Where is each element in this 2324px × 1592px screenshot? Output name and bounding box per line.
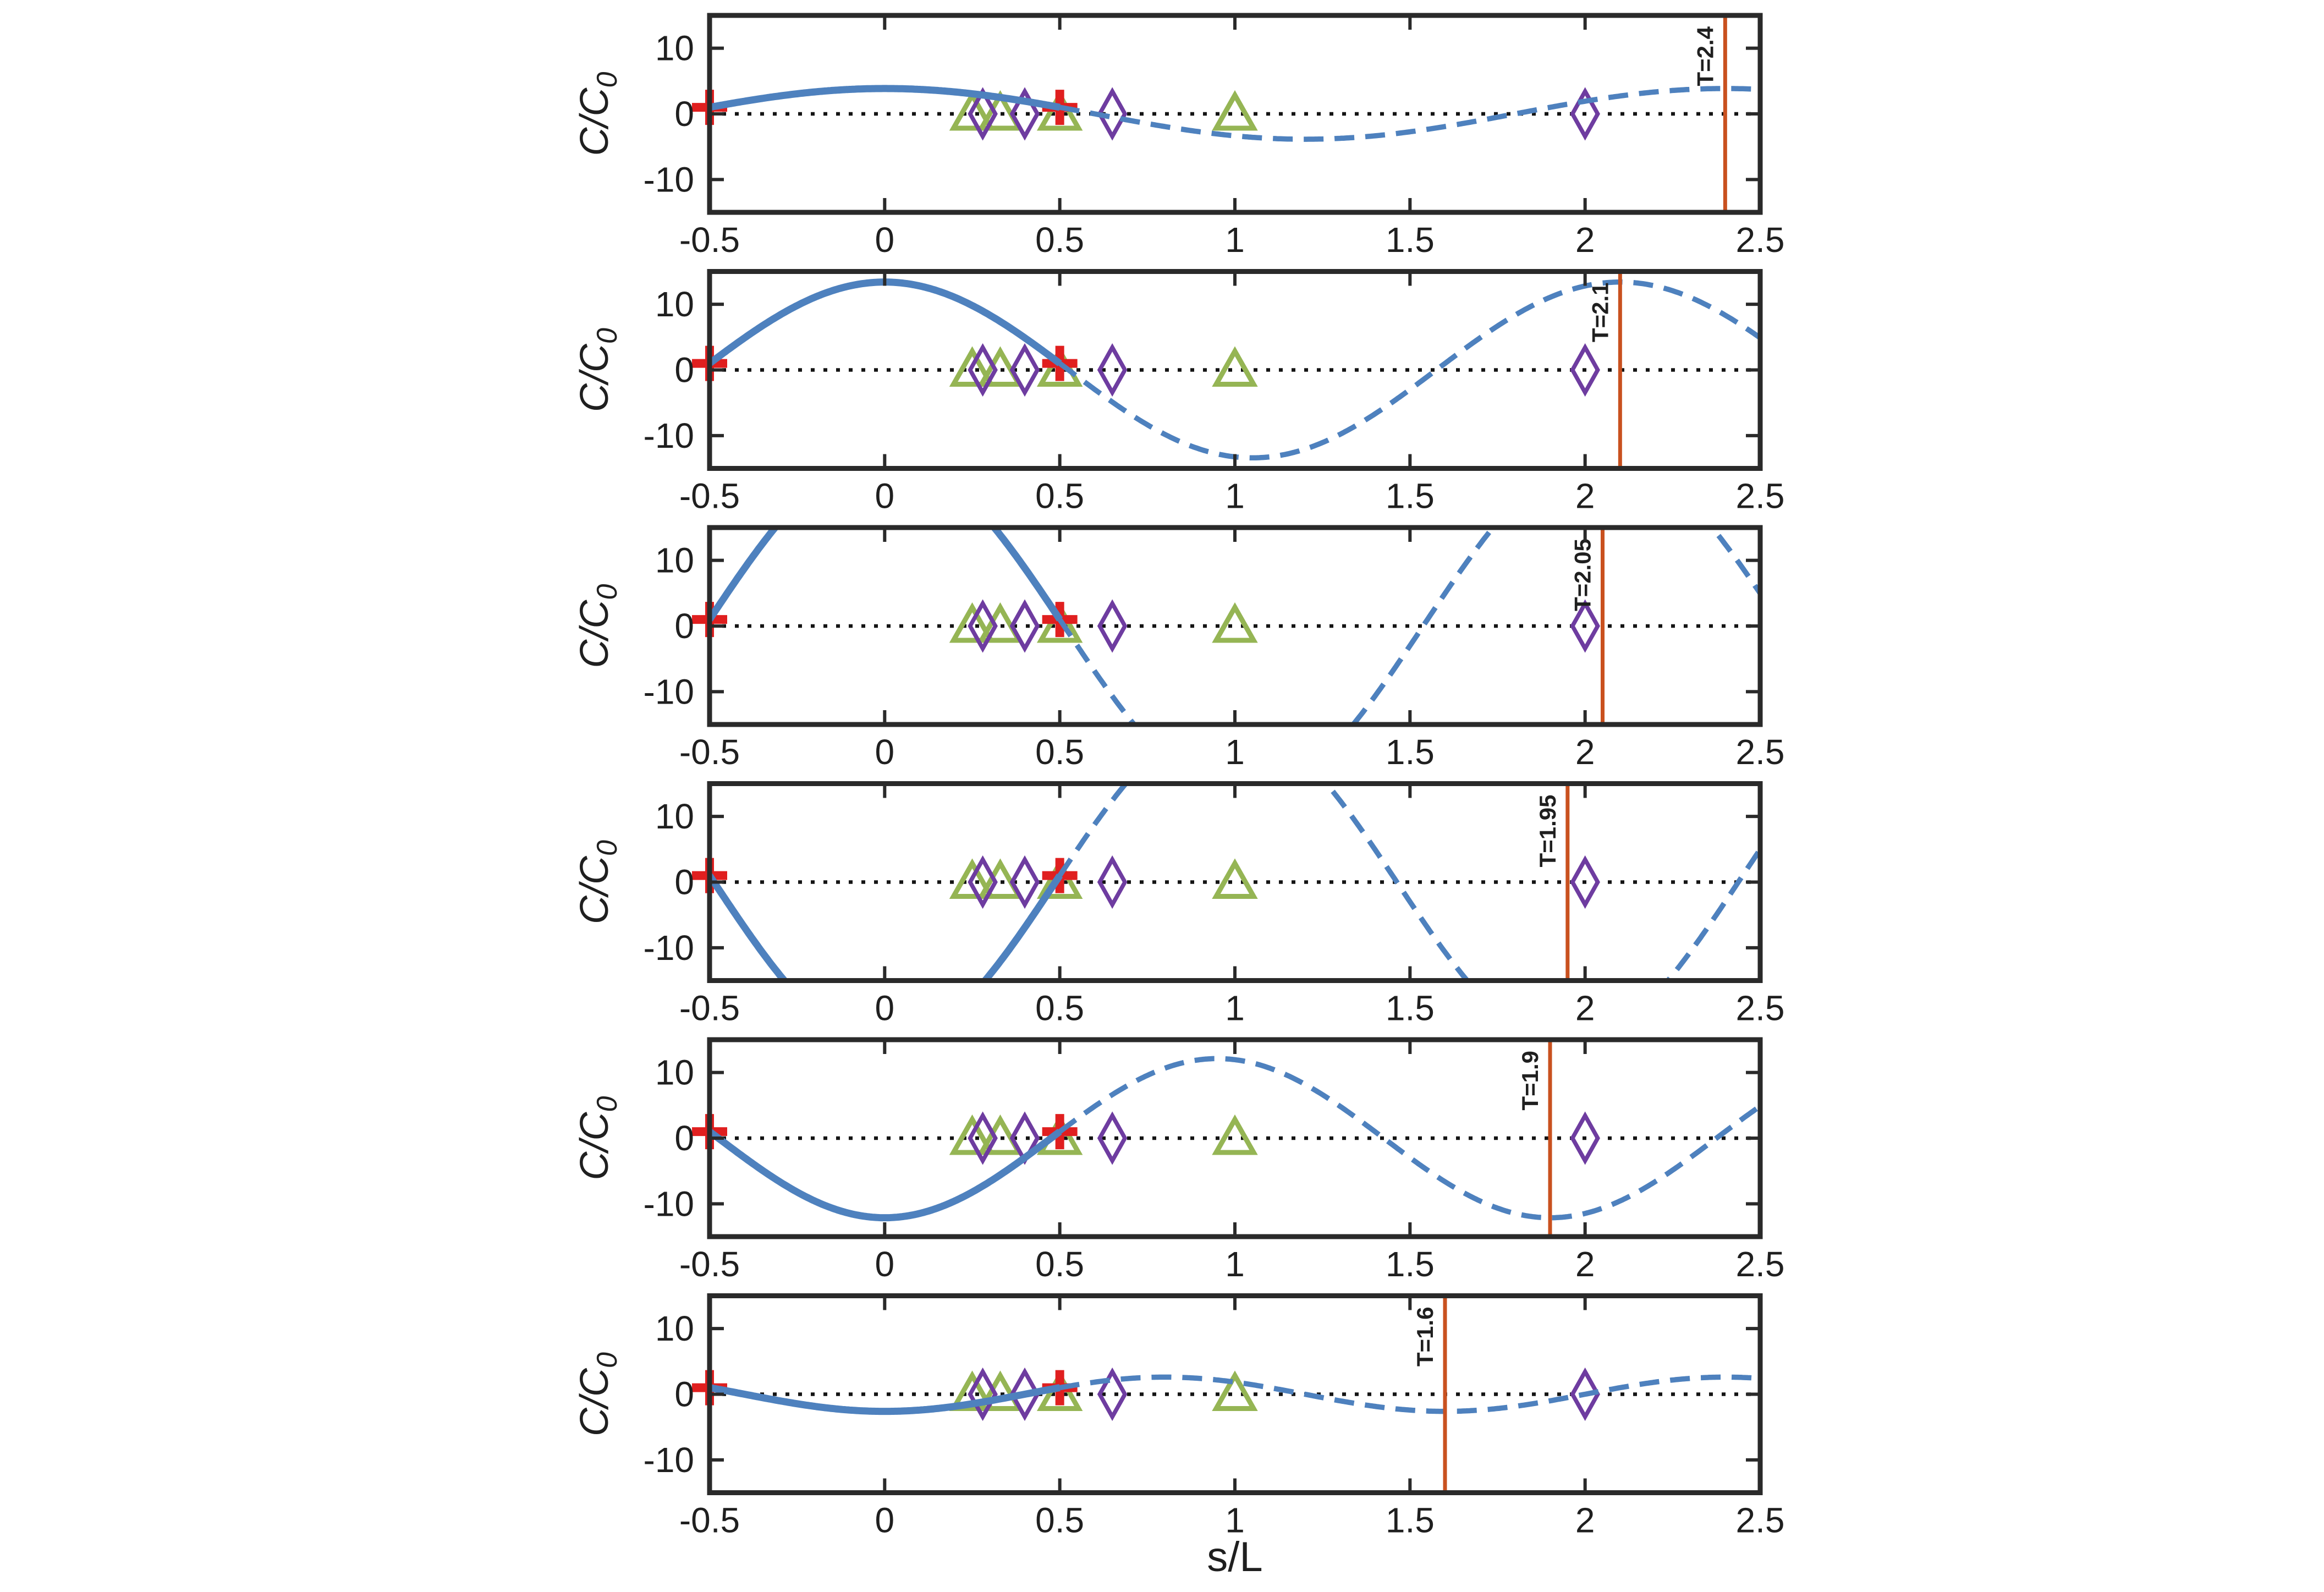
x-tick-label: -0.5	[679, 1244, 740, 1284]
y-tick-label: 10	[655, 1052, 694, 1093]
subplot-1	[573, 15, 1784, 260]
y-tick-label: 10	[655, 540, 694, 580]
x-tick-label: 1.5	[1385, 1244, 1435, 1284]
axes-box	[710, 1296, 1760, 1493]
x-tick-label: 2.5	[1735, 476, 1785, 516]
subplot-5	[573, 1040, 1784, 1284]
subplot-6	[573, 1296, 1784, 1540]
y-axis-label: $C/C_0$	[573, 1352, 623, 1436]
y-tick-label: 0	[674, 862, 694, 902]
y-axis-label: $C/C_0$	[573, 1096, 623, 1181]
subplot-4	[573, 719, 1784, 1046]
y-tick-label: -10	[643, 1440, 694, 1480]
x-tick-label: -0.5	[679, 988, 740, 1028]
x-tick-label: 1.5	[1385, 476, 1435, 516]
x-tick-label: 1	[1225, 732, 1245, 772]
x-tick-label: -0.5	[679, 476, 740, 516]
x-tick-label: 0.5	[1035, 220, 1085, 260]
period-label: T=1.95	[1534, 794, 1561, 868]
x-tick-label: 2.5	[1735, 220, 1785, 260]
y-tick-label: 0	[674, 1374, 694, 1414]
subplot-2	[573, 272, 1784, 516]
x-tick-label: 2.5	[1735, 1500, 1785, 1540]
x-tick-label: -0.5	[679, 732, 740, 772]
triangle-marker	[1216, 352, 1254, 385]
dashed-curve	[1060, 1377, 1760, 1411]
y-tick-label: 0	[674, 350, 694, 390]
x-tick-label: 2.5	[1735, 988, 1785, 1028]
x-tick-label: 2	[1575, 476, 1595, 516]
y-tick-label: 10	[655, 797, 694, 837]
dashed-curve	[1060, 1058, 1760, 1217]
y-tick-label: -10	[643, 1184, 694, 1224]
x-tick-label: 0	[875, 1500, 895, 1540]
x-tick-label: 1.5	[1385, 220, 1435, 260]
period-label: T=1.6	[1412, 1306, 1438, 1367]
period-label: T=2.4	[1692, 26, 1718, 86]
y-axis-label: $C/C_0$	[573, 328, 623, 412]
y-tick-label: 0	[674, 94, 694, 134]
y-axis-label-subscript: 0	[591, 1352, 623, 1368]
x-tick-label: 1	[1225, 476, 1245, 516]
axes-box	[710, 1040, 1760, 1237]
x-tick-label: 0	[875, 1244, 895, 1284]
x-tick-label: 2	[1575, 1500, 1595, 1540]
x-tick-label: 1	[1225, 988, 1245, 1028]
x-tick-label: 1.5	[1385, 1500, 1435, 1540]
axes-box	[710, 784, 1760, 981]
triangle-marker	[1216, 607, 1254, 640]
solid-curve	[710, 1132, 1060, 1218]
y-tick-label: 0	[674, 606, 694, 646]
x-tick-label: 0.5	[1035, 732, 1085, 772]
subplot-group	[573, 15, 1784, 1540]
period-label: T=2.1	[1587, 282, 1613, 343]
y-axis-label-subscript: 0	[591, 584, 623, 600]
x-tick-label: 1	[1225, 1500, 1245, 1540]
y-tick-label: -10	[643, 415, 694, 455]
x-tick-label: -0.5	[679, 220, 740, 260]
y-tick-label: 0	[674, 1118, 694, 1158]
x-tick-label: 0	[875, 220, 895, 260]
x-tick-label: 1.5	[1385, 988, 1435, 1028]
x-tick-label: 0	[875, 732, 895, 772]
x-tick-label: 1	[1225, 220, 1245, 260]
y-axis-label-subscript: 0	[591, 840, 623, 856]
y-tick-label: -10	[643, 672, 694, 712]
solid-curve	[710, 282, 1060, 364]
y-tick-label: 10	[655, 1309, 694, 1349]
x-tick-label: 2	[1575, 1244, 1595, 1284]
x-tick-label: -0.5	[679, 1500, 740, 1540]
x-tick-label: 2	[1575, 988, 1595, 1028]
x-tick-label: 0	[875, 988, 895, 1028]
x-tick-label: 2.5	[1735, 1244, 1785, 1284]
x-tick-label: 0.5	[1035, 988, 1085, 1028]
x-tick-label: 0.5	[1035, 1500, 1085, 1540]
triangle-marker	[1216, 864, 1254, 897]
x-tick-label: 1	[1225, 1244, 1245, 1284]
y-axis-label: $C/C_0$	[573, 840, 623, 924]
y-axis-label-subscript: 0	[591, 72, 623, 88]
y-tick-label: 10	[655, 284, 694, 325]
y-tick-label: -10	[643, 160, 694, 200]
x-tick-label: 2.5	[1735, 732, 1785, 772]
period-label: T=1.9	[1517, 1051, 1543, 1111]
y-axis-label-subscript: 0	[591, 328, 623, 344]
dashed-curve	[1060, 89, 1760, 139]
x-tick-label: 2	[1575, 220, 1595, 260]
triangle-marker	[1216, 95, 1254, 128]
axes-box	[710, 15, 1760, 212]
subplot-3	[573, 454, 1784, 797]
x-tick-label: 1.5	[1385, 732, 1435, 772]
x-tick-label: 0	[875, 476, 895, 516]
x-tick-label: 0.5	[1035, 1244, 1085, 1284]
triangle-marker	[1216, 1119, 1254, 1152]
y-tick-label: -10	[643, 927, 694, 968]
x-tick-label: 2	[1575, 732, 1595, 772]
x-axis-label: s/L	[1207, 1534, 1263, 1580]
y-axis-label: $C/C_0$	[573, 584, 623, 668]
y-tick-label: 10	[655, 28, 694, 68]
period-label: T=2.05	[1569, 539, 1596, 611]
y-axis-label: $C/C_0$	[573, 72, 623, 156]
x-tick-label: 0.5	[1035, 476, 1085, 516]
y-axis-label-subscript: 0	[591, 1096, 623, 1112]
dashed-curve	[1060, 282, 1760, 458]
